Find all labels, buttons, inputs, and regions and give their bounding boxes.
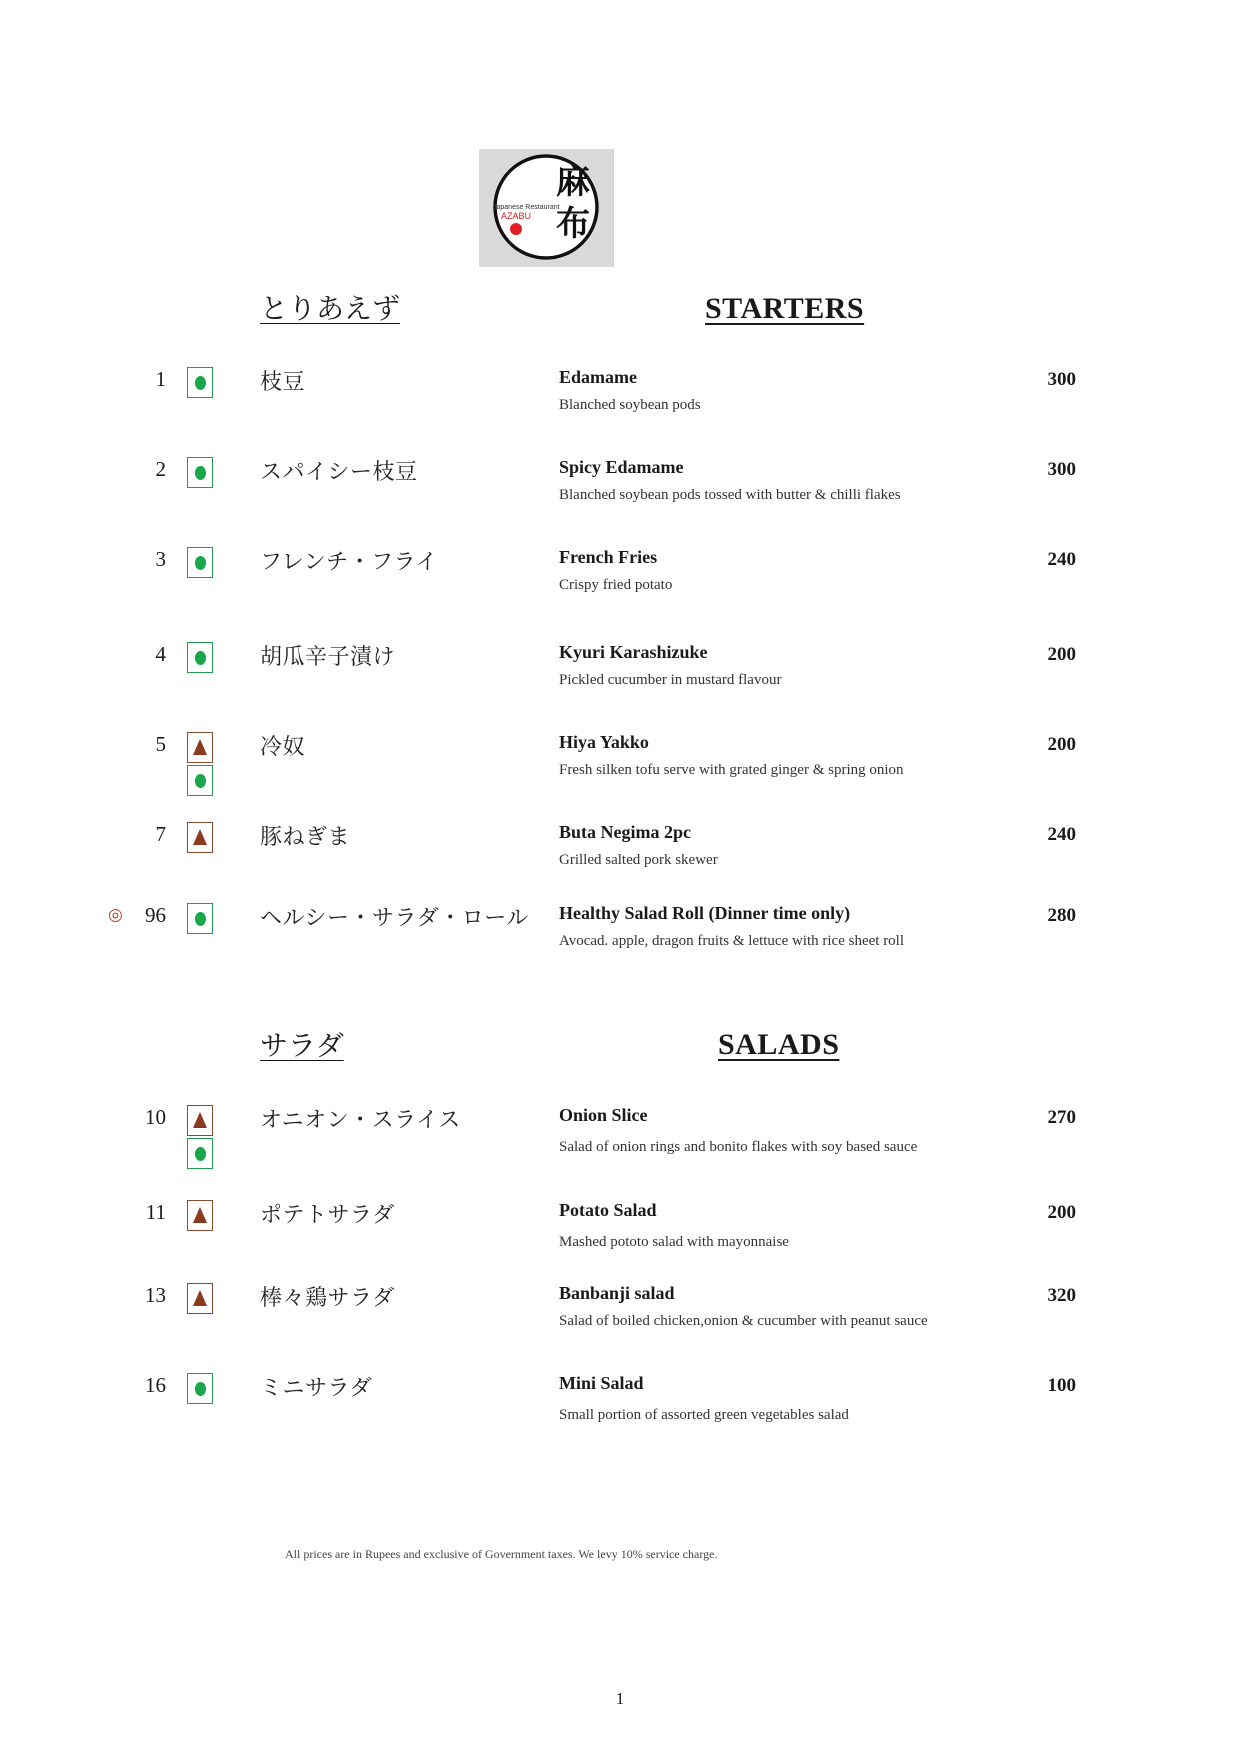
- starters-heading-jp: とりあえず: [260, 292, 401, 325]
- item-name-jp: 豚ねぎま: [260, 825, 351, 850]
- item-description: Salad of onion rings and bonito flakes with soy based sauce: [559, 1139, 918, 1155]
- non-veg-icon: [187, 732, 213, 763]
- item-name-en: Potato Salad: [559, 1200, 657, 1220]
- item-name-jp: フレンチ・フライ: [260, 550, 438, 575]
- item-price: 200: [1047, 1202, 1076, 1223]
- item-name-en: Onion Slice: [559, 1105, 648, 1125]
- diet-badges: [187, 1373, 217, 1406]
- item-name-jp: 枝豆: [260, 370, 306, 395]
- item-description: Grilled salted pork skewer: [559, 852, 718, 868]
- veg-icon: [187, 1373, 213, 1404]
- item-price: 300: [1047, 459, 1076, 480]
- diet-badges: [187, 367, 217, 400]
- veg-icon: [187, 367, 213, 398]
- diet-badges: [187, 642, 217, 675]
- restaurant-logo: [479, 149, 614, 267]
- item-name-en: Kyuri Karashizuke: [559, 642, 708, 662]
- item-description: Pickled cucumber in mustard flavour: [559, 672, 782, 688]
- item-name-en: Mini Salad: [559, 1373, 644, 1393]
- logo-subtitle: Japanese Restaurant: [493, 204, 560, 211]
- non-veg-icon: [187, 822, 213, 853]
- item-description: Mashed pototo salad with mayonnaise: [559, 1234, 789, 1250]
- item-price: 270: [1047, 1107, 1076, 1128]
- item-price: 200: [1047, 644, 1076, 665]
- non-veg-icon: [187, 1200, 213, 1231]
- non-veg-icon: [187, 1105, 213, 1136]
- diet-badges: [187, 457, 217, 490]
- item-number: 1: [155, 367, 166, 391]
- item-description: Avocad. apple, dragon fruits & lettuce with rice sheet roll: [559, 933, 905, 949]
- item-name-en: Hiya Yakko: [559, 732, 649, 752]
- menu-item-row: [0, 367, 1240, 447]
- item-price: 300: [1047, 369, 1076, 390]
- veg-icon: [187, 765, 213, 796]
- item-number: 5: [155, 732, 166, 756]
- menu-item-row: [0, 1200, 1240, 1280]
- item-price: 240: [1047, 549, 1076, 570]
- veg-icon: [187, 1138, 213, 1169]
- diet-badges: [187, 732, 217, 798]
- item-number: 2: [155, 457, 166, 481]
- menu-item-row: [0, 642, 1240, 722]
- menu-item-row: [0, 822, 1240, 902]
- item-name-jp: ミニサラダ: [260, 1376, 373, 1401]
- veg-icon: [187, 642, 213, 673]
- menu-item-row: [0, 1283, 1240, 1363]
- item-number: 11: [145, 1200, 166, 1224]
- item-name-jp: スパイシー枝豆: [260, 460, 418, 485]
- logo-name: AZABU: [501, 211, 532, 221]
- diet-badges: [187, 1105, 217, 1171]
- item-name-jp: ヘルシー・サラダ・ロール: [260, 906, 529, 931]
- item-number: 96: [145, 903, 166, 927]
- item-name-jp: 棒々鶏サラダ: [260, 1286, 395, 1311]
- item-description: Salad of boiled chicken,onion & cucumber with peanut sauce: [559, 1313, 928, 1329]
- item-description: Crispy fried potato: [559, 577, 673, 593]
- item-name-jp: ポテトサラダ: [260, 1203, 395, 1228]
- salads-heading-en: SALADS: [718, 1028, 840, 1061]
- item-price: 100: [1047, 1375, 1076, 1396]
- item-price: 240: [1047, 824, 1076, 845]
- item-price: 200: [1047, 734, 1076, 755]
- menu-item-row: [0, 1373, 1240, 1453]
- veg-icon: [187, 547, 213, 578]
- menu-item-row: [0, 732, 1240, 812]
- item-name-en: Edamame: [559, 367, 637, 387]
- logo-red-dot: [510, 223, 522, 235]
- item-number: 10: [145, 1105, 166, 1129]
- item-name-en: Spicy Edamame: [559, 457, 684, 477]
- item-price: 320: [1047, 1285, 1076, 1306]
- item-number: 16: [145, 1373, 166, 1397]
- starters-heading-en: STARTERS: [705, 292, 865, 325]
- menu-item-row: [0, 903, 1240, 983]
- veg-icon: [187, 903, 213, 934]
- salads-heading-jp: サラダ: [260, 1029, 344, 1062]
- item-description: Fresh silken tofu serve with grated ginger & spring onion: [559, 762, 904, 778]
- item-name-en: Buta Negima 2pc: [559, 822, 691, 842]
- non-veg-icon: [187, 1283, 213, 1314]
- menu-item-row: [0, 1105, 1240, 1185]
- price-footnote: All prices are in Rupees and exclusive of Government taxes. We levy 10% service charge.: [285, 1547, 718, 1561]
- logo-kanji-bottom: 布: [556, 204, 590, 244]
- diet-badges: [187, 1200, 217, 1233]
- item-description: Small portion of assorted green vegetables salad: [559, 1407, 849, 1423]
- diet-badges: [187, 1283, 217, 1316]
- logo-kanji-top: 麻: [556, 162, 590, 202]
- page-number: 1: [615, 1689, 625, 1708]
- item-name-jp: オニオン・スライス: [260, 1108, 461, 1133]
- menu-item-row: [0, 457, 1240, 537]
- item-number: 7: [155, 822, 166, 846]
- item-number: 3: [155, 547, 166, 571]
- diet-badges: [187, 903, 217, 936]
- item-number: 4: [155, 642, 166, 666]
- diet-badges: [187, 547, 217, 580]
- veg-icon: [187, 457, 213, 488]
- diet-badges: [187, 822, 217, 855]
- item-price: 280: [1047, 905, 1076, 926]
- item-number: 13: [145, 1283, 166, 1307]
- item-name-en: Healthy Salad Roll (Dinner time only): [559, 903, 851, 923]
- item-name-jp: 冷奴: [260, 735, 306, 760]
- item-name-en: Banbanji salad: [559, 1283, 675, 1303]
- menu-item-row: [0, 547, 1240, 627]
- chef-recommendation-icon: ◎: [108, 905, 123, 925]
- item-name-en: French Fries: [559, 547, 658, 567]
- logo-emblem: [479, 149, 614, 267]
- item-name-jp: 胡瓜辛子漬け: [260, 645, 396, 670]
- item-description: Blanched soybean pods: [559, 397, 701, 413]
- item-description: Blanched soybean pods tossed with butter & chilli flakes: [559, 487, 901, 503]
